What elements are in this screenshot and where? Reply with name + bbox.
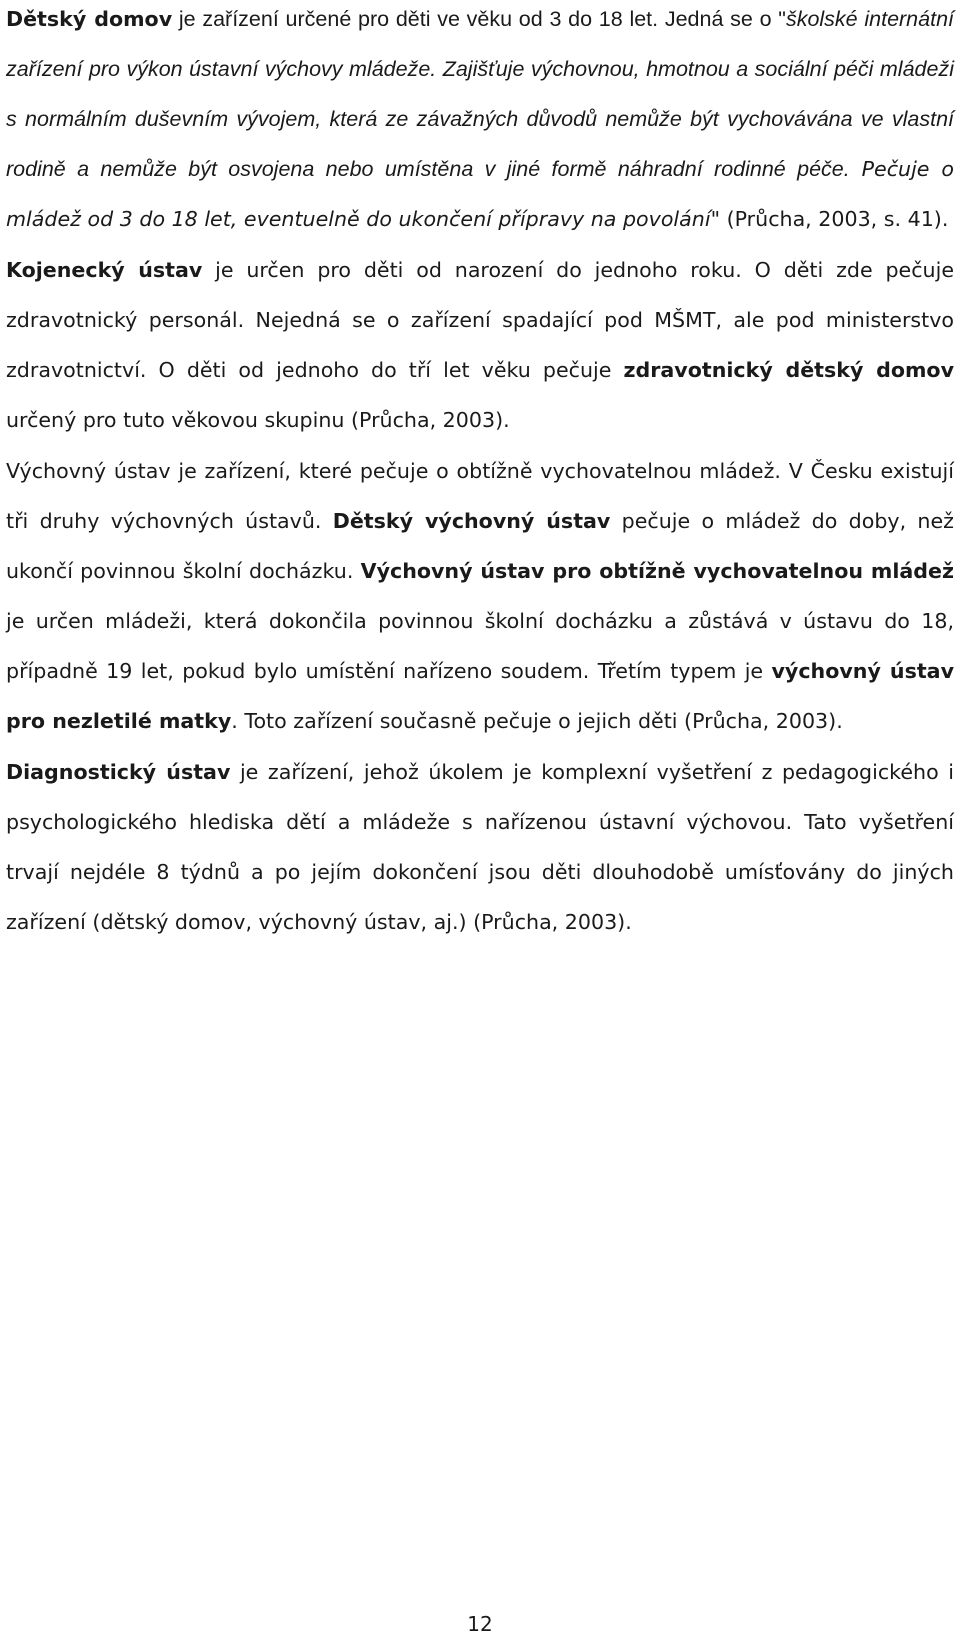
term-diagnosticky-ustav: Diagnostický ústav — [6, 760, 231, 784]
text-run: je určen pro děti od narození do jednoho roku. O děti zde pečuje zdravotnický personál. Nejedná se o zařízení spadající pod MŠMT, ale pod ministerstvo zdravotnictví. O děti od jednoho do tří let věku pečuje — [6, 258, 954, 382]
quote-text: Pečuje o mládež od 3 do 18 let, eventuelně do ukončení přípravy na povolání — [6, 157, 954, 231]
page-number: 12 — [467, 1612, 493, 1636]
quote-text: školské internátní zařízení pro výkon ústavní výchovy mládeže. Zajišťuje výchovnou, hmotnou a sociální péči mládeži s normálním duševním vývojem, která ze závažných důvodů nemůže být vychovávána ve vlastní rodině a nemůže být osvojena nebo umístěna v jiné formě náhradní rodinné péče. — [6, 7, 955, 181]
text-run: je určen mládeži, která dokončila povinnou školní docházku a zůstává v ústavu do 18, případně 19 let, pokud bylo umístění nařízeno soudem. Třetím typem je — [6, 609, 954, 683]
text-run: pečuje o mládež do doby, než ukončí povinnou školní docházku. — [6, 509, 954, 583]
term-vychovny-ustav-obtizne: Výchovný ústav pro obtížně vychovatelnou mládež — [360, 559, 954, 583]
term-kojenecky-ustav: Kojenecký ústav — [6, 258, 203, 282]
term-vychovny-ustav-matky: výchovný ústav pro nezletilé matky — [6, 659, 954, 733]
paragraph-vychovny-ustav — [6, 446, 954, 746]
text-run: je zařízení, jehož úkolem je komplexní vyšetření z pedagogického i psychologického hlediska dětí a mládeže s nařízenou ústavní výchovou. Tato vyšetření trvají nejdéle 8 týdnů a po jejím dokončení jsou děti dlouhodobě umísťovány do jiných zařízení (dětský domov, výchovný ústav, aj.) (Průcha, 2003). — [6, 760, 954, 934]
term-zdravotnicky-detsky-domov: zdravotnický dětský domov — [623, 358, 955, 382]
term-detsky-domov: Dětský domov — [6, 7, 173, 31]
term-detsky-vychovny-ustav: Dětský výchovný ústav — [332, 509, 611, 533]
text-run: určený pro tuto věkovou skupinu (Průcha, 2003). — [6, 408, 510, 432]
text-run: Výchovný ústav je zařízení, které pečuje o obtížně vychovatelnou mládež. V Česku existují tři druhy výchovných ústavů. — [6, 459, 954, 533]
citation: " (Průcha, 2003, s. 41). — [710, 207, 949, 231]
text-run: . Toto zařízení současně pečuje o jejich děti (Průcha, 2003). — [231, 709, 843, 733]
text-run: je zařízení určené pro děti ve věku od 3 do 18 let. Jedná se o " — [172, 7, 786, 31]
paragraph-diagnosticky-ustav — [6, 747, 954, 947]
document-page — [6, 0, 954, 947]
paragraph-kojenecky-ustav — [6, 245, 954, 445]
paragraph-detsky-domov — [6, 0, 954, 244]
